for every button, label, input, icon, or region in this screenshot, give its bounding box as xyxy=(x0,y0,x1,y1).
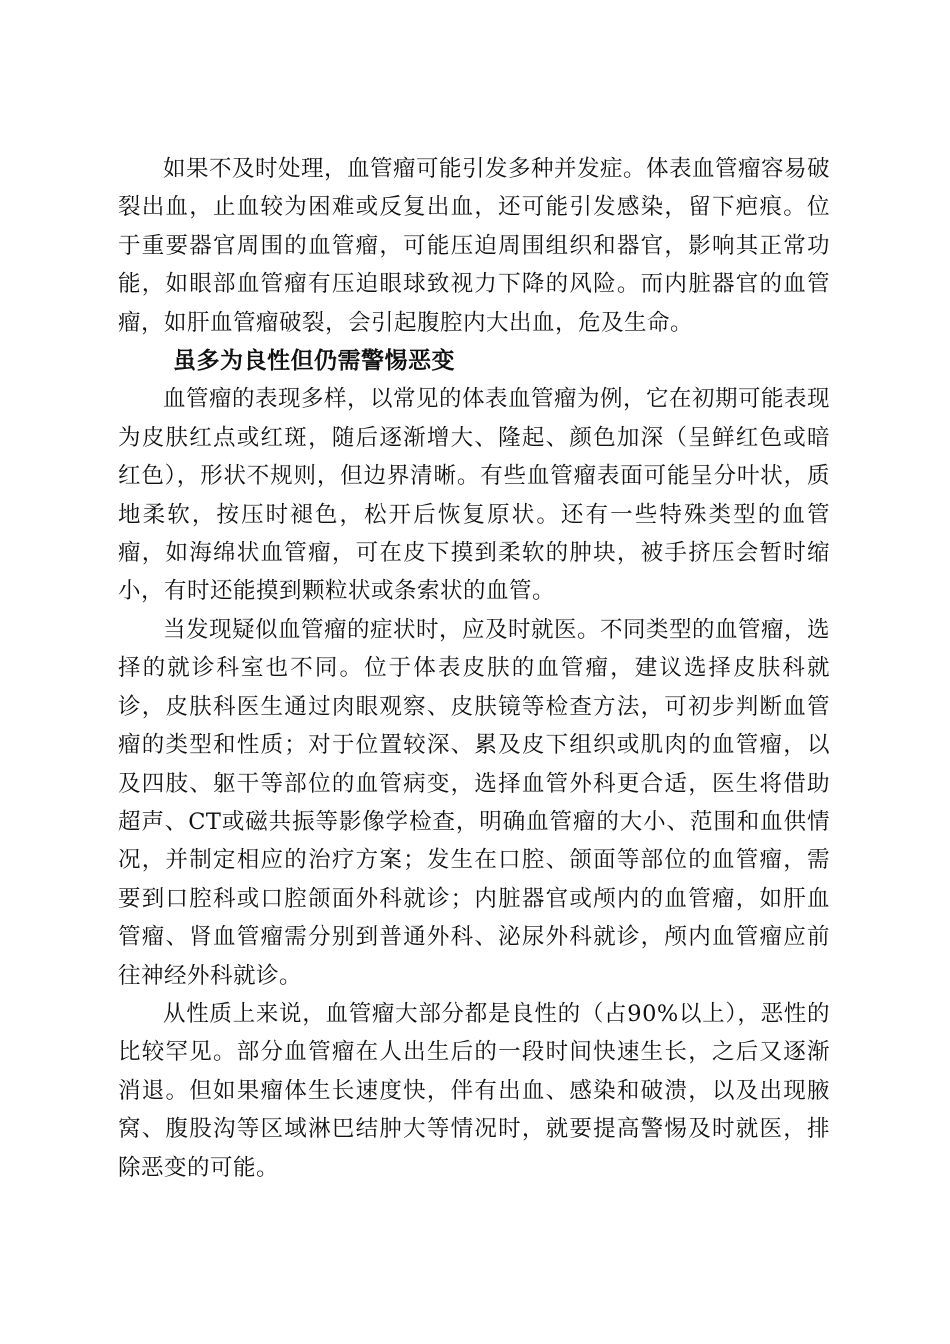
paragraph-nature: 从性质上来说，血管瘤大部分都是良性的（占90%以上），恶性的比较罕见。部分血管瘤在人出生后的一段时间快速生长，之后又逐渐消退。但如果瘤体生长速度快，伴有出血、感染和破溃，以及出现腋窝、腹股沟等区域淋巴结肿大等情况时，就要提高警惕及时就医，排除恶变的可能。 xyxy=(118,1000,830,1181)
paragraph-departments: 当发现疑似血管瘤的症状时，应及时就医。不同类型的血管瘤，选择的就诊科室也不同。位于体表皮肤的血管瘤，建议选择皮肤科就诊，皮肤科医生通过肉眼观察、皮肤镜等检查方法，可初步判断血管瘤的类型和性质；对于位置较深、累及皮下组织或肌肉的血管瘤，以及四肢、躯干等部位的血管病变，选择血管外科更合适，医生将借助超声、CT或磁共振等影像学检查，明确血管瘤的大小、范围和血供情况，并制定相应的治疗方案；发生在口腔、颌面等部位的血管瘤，需要到口腔科或口腔颌面外科就诊；内脏器官或颅内的血管瘤，如肝血管瘤、肾血管瘤需分别到普通外科、泌尿外科就诊，颅内血管瘤应前往神经外科就诊。 xyxy=(118,616,831,989)
article-body xyxy=(118,150,830,1187)
section-heading: 虽多为良性但仍需警惕恶变 xyxy=(173,348,455,375)
paragraph-complications: 如果不及时处理，血管瘤可能引发多种并发症。体表血管瘤容易破裂出血，止血较为困难或反复出血，还可能引发感染，留下疤痕。位于重要器官周围的血管瘤，可能压迫周围组织和器官，影响其正常功能，如眼部血管瘤有压迫眼球致视力下降的风险。而内脏器官的血管瘤，如肝血管瘤破裂，会引起腹腔内大出血，危及生命。 xyxy=(118,156,831,336)
paragraph-symptoms: 血管瘤的表现多样，以常见的体表血管瘤为例，它在初期可能表现为皮肤红点或红斑，随后逐渐增大、隆起、颜色加深（呈鲜红色或暗红色），形状不规则，但边界清晰。有些血管瘤表面可能呈分叶状，质地柔软，按压时褪色，松开后恢复原状。还有一些特殊类型的血管瘤，如海绵状血管瘤，可在皮下摸到柔软的肿块，被手挤压会暂时缩小，有时还能摸到颗粒状或条索状的血管。 xyxy=(118,386,831,605)
